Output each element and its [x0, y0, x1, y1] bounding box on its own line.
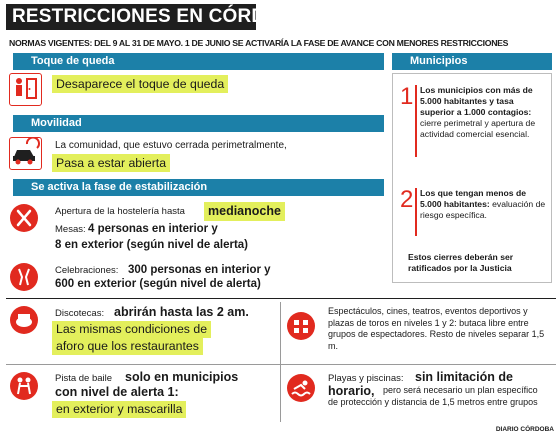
playas-bold-1: sin limitación de: [415, 370, 513, 384]
celebraciones-line1: 300 personas en interior y: [128, 264, 271, 276]
divider-vertical: [280, 302, 281, 422]
municipio-number-1: 1: [400, 83, 414, 110]
municipio-rule-2: [415, 188, 417, 236]
municipio-item-1: Los municipios con más de 5.000 habitantes y tasa superior a 1.000 contagios: cierre perimetral y apertura de actividad comercial esencial.: [420, 85, 536, 139]
municipio-number-2: 2: [400, 186, 414, 213]
celebration-icon: [10, 263, 38, 291]
car-icon: [9, 137, 42, 170]
hosteleria-highlight: medianoche: [204, 202, 285, 221]
baile-highlight: en exterior y mascarilla: [52, 401, 186, 418]
section-header-toque: Toque de queda: [13, 53, 384, 70]
municipio-item-2: Los que tengan menos de 5.000 habitantes: evaluación de riesgo específica.: [420, 188, 546, 220]
cutlery-icon: [10, 204, 38, 232]
divider-top: [6, 298, 556, 299]
section-header-estabilizacion: Se activa la fase de estabilización: [13, 179, 384, 196]
disco-icon: [10, 306, 38, 334]
municipio-rule-1: [415, 85, 417, 157]
movilidad-text: La comunidad, que estuvo cerrada perimetralmente,: [55, 140, 287, 151]
mesas-line2: 8 en exterior (según nivel de alerta): [55, 239, 249, 251]
divider-middle: [6, 364, 556, 365]
discotecas-highlight-2: aforo que los restaurantes: [52, 338, 203, 355]
mesas-label: Mesas:: [55, 224, 86, 235]
baile-label: Pista de baile: [55, 373, 113, 384]
mesas-line1: 4 personas en interior y: [88, 223, 218, 235]
theater-icon: [287, 312, 315, 340]
swimming-icon: [287, 374, 315, 402]
page-title: RESTRICCIONES EN CÓRDOBA: [12, 6, 309, 27]
municipios-note: Estos cierres deberán ser ratificados por la Justicia: [408, 252, 514, 273]
movilidad-highlight: Pasa a estar abierta: [52, 154, 170, 172]
source-credit: DIARIO CÓRDOBA: [495, 426, 554, 433]
lead-text: NORMAS VIGENTES: DEL 9 AL 31 DE MAYO. 1 DE JUNIO SE ACTIVARÍA LA FASE DE AVANCE CON MENORES RESTRICCIONES: [9, 38, 509, 48]
playas-text: pero será necesario un plan específico de protección y distancia de 1,5 metros entre grupos: [328, 385, 538, 407]
baile-bold-1: solo en municipios: [125, 370, 239, 384]
playas-label: Playas y piscinas:: [328, 373, 404, 384]
toque-highlight: Desaparece el toque de queda: [52, 75, 228, 93]
playas-bold-2: horario,: [328, 384, 375, 398]
section-header-movilidad: Movilidad: [13, 115, 384, 132]
celebraciones-label: Celebraciones:: [55, 265, 119, 276]
curfew-icon: [9, 73, 42, 106]
hosteleria-label: Apertura de la hostelería hasta: [55, 206, 185, 217]
espectaculos-text: Espectáculos, cines, teatros, eventos deportivos y plazas de toros en niveles 1 y 2: butaca libre entre grupos de espectadores. Resto de niveles separar 1,5 m.: [328, 306, 545, 351]
discotecas-bold: abrirán hasta las 2 am.: [114, 305, 249, 319]
discotecas-highlight-1: Las mismas condiciones de: [52, 321, 211, 338]
celebraciones-line2: 600 en exterior (según nivel de alerta): [55, 278, 261, 290]
baile-bold-2: con nivel de alerta 1:: [55, 385, 179, 399]
section-header-municipios: Municipios: [392, 53, 552, 70]
discotecas-label: Discotecas:: [55, 308, 105, 319]
dance-icon: [10, 372, 38, 400]
